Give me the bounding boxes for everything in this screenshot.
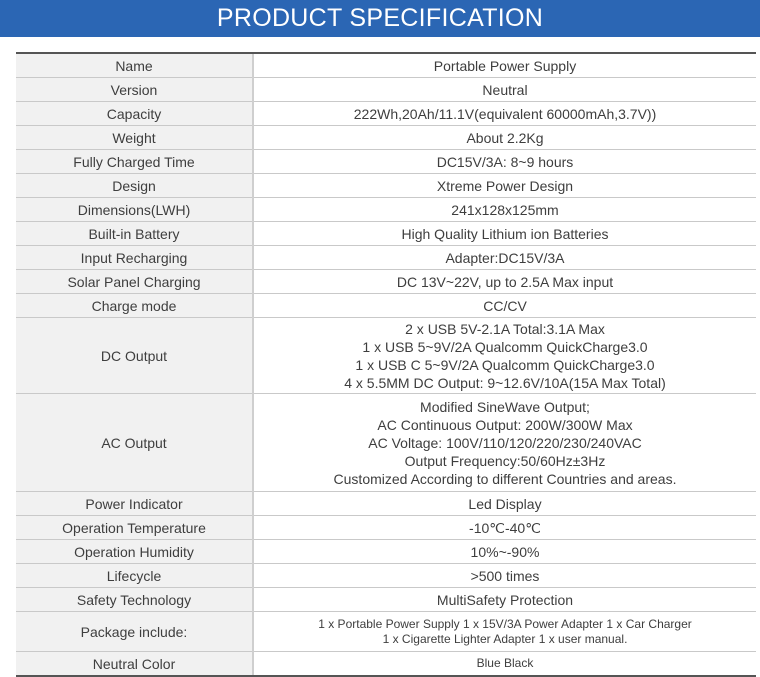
spec-label: Dimensions(LWH) [16,198,253,222]
spec-value-line: 2 x USB 5V-2.1A Total:3.1A Max [405,320,605,337]
spec-label: Neutral Color [16,652,253,676]
spec-label: Safety Technology [16,588,253,612]
table-row [16,150,756,174]
spec-label: Built-in Battery [16,222,253,246]
spec-value: DC15V/3A: 8~9 hours [253,150,756,174]
spec-value: Blue Black [253,652,756,676]
spec-value: Portable Power Supply [253,54,756,78]
spec-value: Neutral [253,78,756,102]
table-row [16,564,756,588]
spec-label: Package include: [16,612,253,652]
spec-value: About 2.2Kg [253,126,756,150]
spec-value: High Quality Lithium ion Batteries [253,222,756,246]
spec-label: Version [16,78,253,102]
spec-label: Design [16,174,253,198]
table-row [16,78,756,102]
spec-label: Lifecycle [16,564,253,588]
table-row [16,174,756,198]
table-row [16,198,756,222]
spec-value: 10%~-90% [253,540,756,564]
spec-label: AC Output [16,394,253,492]
table-row [16,588,756,612]
table-row [16,222,756,246]
table-row [16,102,756,126]
spec-value: DC 13V~22V, up to 2.5A Max input [253,270,756,294]
spec-value: >500 times [253,564,756,588]
spec-value: 241x128x125mm [253,198,756,222]
spec-value: -10℃-40℃ [253,516,756,540]
table-row [16,126,756,150]
specification-table [16,52,756,677]
spec-label: Solar Panel Charging [16,270,253,294]
table-row [16,246,756,270]
spec-value: Xtreme Power Design [253,174,756,198]
spec-value [253,394,756,492]
table-row [16,516,756,540]
spec-label: DC Output [16,318,253,394]
spec-value: Adapter:DC15V/3A [253,246,756,270]
table-row [16,394,756,492]
spec-value-line: 4 x 5.5MM DC Output: 9~12.6V/10A(15A Max Total) [344,374,666,391]
spec-label: Weight [16,126,253,150]
spec-label: Capacity [16,102,253,126]
spec-value [253,318,756,394]
spec-value-line: 1 x USB 5~9V/2A Qualcomm QuickCharge3.0 [362,338,648,355]
spec-label: Operation Humidity [16,540,253,564]
spec-label: Fully Charged Time [16,150,253,174]
spec-value-line: AC Voltage: 100V/110/120/220/230/240VAC [368,434,642,451]
spec-value-line: 1 x Cigarette Lighter Adapter 1 x user manual. [382,631,628,646]
spec-value-line: 1 x Portable Power Supply 1 x 15V/3A Power Adapter 1 x Car Charger [318,616,692,631]
table-row [16,270,756,294]
spec-value-line: 1 x USB C 5~9V/2A Qualcomm QuickCharge3.0 [355,356,655,373]
spec-label: Charge mode [16,294,253,318]
table-row [16,612,756,652]
spec-value: CC/CV [253,294,756,318]
spec-label: Input Recharging [16,246,253,270]
table-row [16,318,756,394]
table-row [16,540,756,564]
page-title: PRODUCT SPECIFICATION [0,0,760,37]
spec-value: Led Display [253,492,756,516]
spec-label: Power Indicator [16,492,253,516]
spec-value: 222Wh,20Ah/11.1V(equivalent 60000mAh,3.7V)) [253,102,756,126]
table-row [16,652,756,676]
spec-value-line: Customized According to different Countries and areas. [333,470,677,487]
spec-label: Name [16,54,253,78]
spec-label: Operation Temperature [16,516,253,540]
spec-value-line: Modified SineWave Output; [420,398,590,415]
spec-value-line: Output Frequency:50/60Hz±3Hz [404,452,606,469]
spec-value: MultiSafety Protection [253,588,756,612]
spec-value [253,612,756,652]
table-row [16,294,756,318]
table-row [16,54,756,78]
spec-value-line: AC Continuous Output: 200W/300W Max [377,416,633,433]
table-row [16,492,756,516]
